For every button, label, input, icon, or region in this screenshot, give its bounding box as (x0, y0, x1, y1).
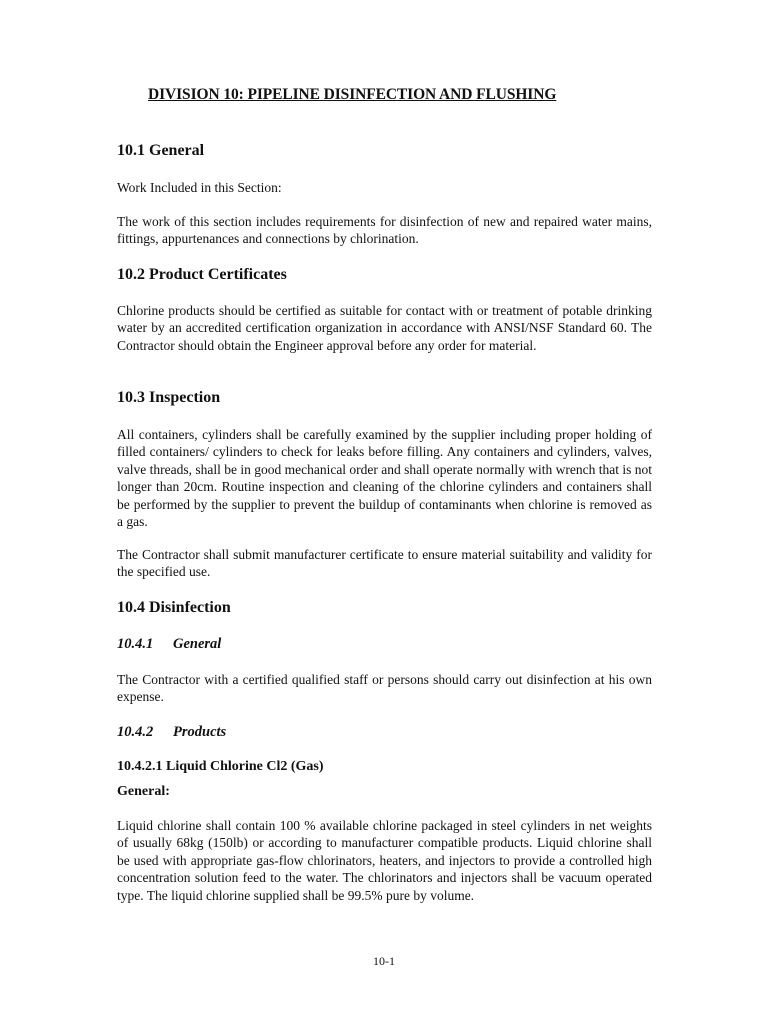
liquid-chlorine-paragraph: Liquid chlorine shall contain 100 % available chlorine packaged in steel cylinders in net weights of usually 68kg (150lb) or according to manufacturer compatible products. Liquid chlorine shall be used with appropriate gas-flow chlorinators, heaters, and injectors to provide a controlled high concentration solution feed to the water. The chlorinators and injectors shall be vacuum operated type. The liquid chlorine supplied shall be 99.5% pure by volume. (117, 818, 652, 903)
subsection-10-4-1-heading (117, 636, 221, 653)
section-10-1-heading: 10.1 General (117, 142, 205, 159)
section-10-3-heading: 10.3 Inspection (117, 389, 221, 406)
subsection-10-4-2-heading (117, 724, 226, 741)
subsection-title: Products (173, 724, 227, 740)
subsection-title: General (173, 636, 222, 652)
subsection-number: 10.4.1 (117, 636, 154, 652)
section-10-1-paragraph: The work of this section includes requirements for disinfection of new and repaired water mains, fittings, appurtenances and connections by chlorination. (117, 214, 652, 247)
document-title: DIVISION 10: PIPELINE DISINFECTION AND FLUSHING (148, 86, 557, 103)
section-10-2-paragraph: Chlorine products should be certified as suitable for contact with or treatment of potable drinking water by an accredited certification organization in accordance with ANSI/NSF Standard 60. The Contractor should obtain the Engineer approval before any order for material. (117, 303, 652, 353)
subsection-number: 10.4.2 (117, 724, 154, 740)
general-label: General: (117, 784, 170, 799)
subsection-10-4-1-paragraph: The Contractor with a certified qualified staff or persons should carry out disinfection at his own expense. (117, 672, 652, 705)
section-10-3-paragraph-2: The Contractor shall submit manufacturer certificate to ensure material suitability and validity for the specified use. (117, 547, 652, 580)
section-10-1-label: Work Included in this Section: (117, 180, 282, 195)
section-10-4-heading: 10.4 Disinfection (117, 599, 231, 616)
section-10-3-paragraph-1: All containers, cylinders shall be carefully examined by the supplier including proper holding of filled containers/ cylinders to check for leaks before filling. Any containers and cylinders, valves, valve threads, shall be in good mechanical order and shall operate normally with wrench that is not longer than 20cm. Routine inspection and cleaning of the chlorine cylinders and containers shall be performed by the supplier to prevent the buildup of contaminants when chlorine is removed as a gas. (117, 427, 652, 530)
page-number: 10-1 (373, 954, 395, 968)
subsection-10-4-2-1-heading: 10.4.2.1 Liquid Chlorine Cl2 (Gas) (117, 759, 324, 774)
section-10-2-heading: 10.2 Product Certificates (117, 266, 287, 283)
